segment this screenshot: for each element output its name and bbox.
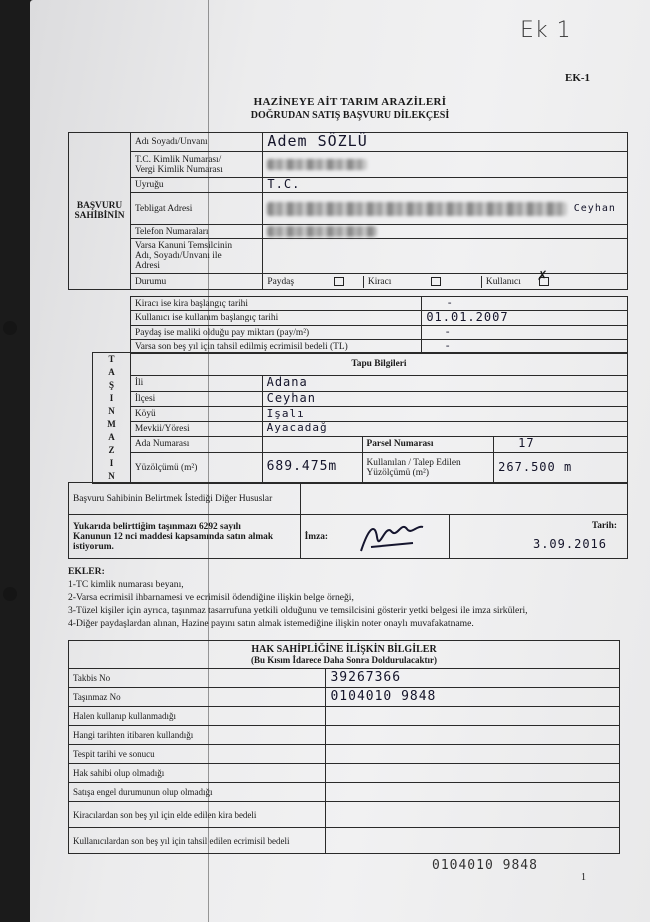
- applicant-section-label: BAŞVURU SAHİBİNİN: [69, 133, 131, 290]
- address-field[interactable]: Ceyhan: [263, 193, 628, 225]
- address-label: Tebligat Adresi: [130, 193, 262, 225]
- locality-field[interactable]: Ayacadağ: [262, 422, 627, 437]
- share-field[interactable]: -: [422, 326, 628, 340]
- section-letter: T: [108, 354, 115, 364]
- rights-row-label: Kiracılardan son beş yıl için elde edilen kira bedeli: [69, 802, 326, 828]
- section-letter: A: [108, 432, 115, 442]
- name-field[interactable]: Adem SÖZLÜ: [263, 133, 628, 152]
- rights-row-value[interactable]: [326, 669, 620, 688]
- page-number: 1: [581, 872, 586, 883]
- area-field[interactable]: 689.475m: [262, 452, 362, 483]
- lease-start-field[interactable]: -: [422, 297, 628, 311]
- rights-row-value[interactable]: [326, 707, 620, 726]
- rights-row-label: Hangi tarihten itibaren kullandığı: [69, 726, 326, 745]
- attachment-item-3: 3-Tüzel kişiler için ayrıca, taşınmaz tasarrufuna yetkili olduğunu ve temsilcisini gösterir yetki belgesi ile imza sirküleri,: [68, 605, 528, 616]
- redacted-phone: [267, 226, 377, 237]
- area-label: Yüzölçümü (m²): [130, 452, 262, 483]
- district-label: İlçesi: [130, 391, 262, 407]
- tc-label: T.C. Kimlik Numarası/ Vergi Kimlik Numarası: [130, 152, 262, 178]
- status-label: Durumu: [130, 274, 262, 290]
- form-title-line1: HAZİNEYE AİT TARIM ARAZİLERİ: [253, 96, 447, 108]
- status-option-kullanici[interactable]: Kullanıcı ✗: [485, 268, 548, 287]
- other-matters-field[interactable]: [300, 483, 627, 515]
- date-value: 3.09.2016: [532, 537, 607, 551]
- fee-label: Varsa son beş yıl için tahsil edilmiş ecrimisil bedeli (TL): [131, 340, 422, 354]
- redacted-address: [267, 202, 567, 216]
- rights-row: [69, 828, 620, 854]
- rights-subtitle: (Bu Kısım İdarece Daha Sonra Doldurulacaktır): [250, 654, 438, 665]
- rights-row-value[interactable]: [326, 764, 620, 783]
- rights-row-label: Takbis No: [69, 669, 326, 688]
- signature-label: İmza:: [304, 531, 329, 542]
- ek-label: EK-1: [565, 72, 591, 84]
- phone-label: Telefon Numaraları: [130, 225, 262, 239]
- rights-row-label: Tespit tarihi ve sonucu: [69, 745, 326, 764]
- status-option-kiraci[interactable]: Kiracı: [363, 276, 481, 288]
- section-letter: N: [108, 471, 115, 481]
- deed-header: Tapu Bilgileri: [130, 353, 627, 376]
- village-field[interactable]: Işalı: [262, 407, 627, 422]
- share-label: Paydaş ise maliki olduğu pay miktarı (pay/m²): [131, 326, 422, 340]
- province-label: İli: [130, 376, 262, 392]
- rights-row-value[interactable]: [326, 828, 620, 854]
- other-matters-label: Başvuru Sahibinin Belirtmek İstediği Diğer Hususlar: [69, 483, 301, 515]
- dates-table: [130, 296, 628, 354]
- checkmark-icon: ✗: [536, 268, 548, 284]
- status-option-paydas[interactable]: Paydaş: [263, 276, 363, 288]
- applicant-table: [68, 132, 628, 290]
- form-title-line2: DOĞRUDAN SATIŞ BAŞVURU DİLEKÇESİ: [250, 110, 450, 121]
- fee-field[interactable]: -: [422, 340, 628, 354]
- village-label: Köyü: [130, 407, 262, 422]
- property-table: [92, 352, 628, 484]
- use-start-field[interactable]: 01.01.2007: [422, 311, 628, 326]
- section-letter: I: [109, 393, 114, 403]
- representative-label: Varsa Kanuni Temsilcinin Adı, Soyadı/Unvanı ile Adresi: [130, 239, 262, 274]
- nationality-label: Uyruğu: [130, 178, 262, 193]
- province-field[interactable]: Adana: [262, 376, 627, 392]
- block-label: Ada Numarası: [130, 436, 262, 452]
- status-options: [263, 268, 628, 290]
- rights-title: HAK SAHİPLİĞİNE İLİŞKİN BİLGİLER: [251, 643, 437, 655]
- name-label: Adı Soyadı/Unvanı: [130, 133, 262, 152]
- handwritten-footer-number: 0104010 9848: [432, 858, 538, 873]
- rights-row-value[interactable]: [326, 726, 620, 745]
- attachment-item-4: 4-Diğer paydaşlardan alınan, Hazine payını satın almak istemediğine ilişkin noter onaylı muvafakatname.: [68, 618, 474, 629]
- rights-row-value-text: 39267366: [330, 670, 402, 685]
- rights-row: [69, 802, 620, 828]
- signature-field[interactable]: [300, 515, 450, 559]
- request-table: [68, 482, 628, 559]
- rights-row-value[interactable]: [326, 802, 620, 828]
- locality-label: Mevkii/Yöresi: [130, 422, 262, 437]
- used-area-field[interactable]: 267.500 m: [494, 452, 628, 483]
- kiraci-checkbox[interactable]: [431, 277, 441, 286]
- kullanici-checkbox[interactable]: [536, 268, 549, 286]
- section-letter: I: [109, 458, 114, 468]
- rights-row-label: Kullanıcılardan son beş yıl için tahsil edilen ecrimisil bedeli: [69, 828, 326, 854]
- rights-row-value-text: 0104010 9848: [330, 689, 437, 704]
- section-letter: A: [108, 367, 115, 377]
- tc-field[interactable]: [263, 152, 628, 178]
- phone-field[interactable]: [263, 225, 628, 239]
- nationality-field[interactable]: T.C.: [263, 178, 628, 193]
- section-letter: N: [108, 406, 115, 416]
- attachment-item-1: 1-TC kimlik numarası beyanı,: [68, 579, 184, 590]
- section-letter: Z: [108, 445, 115, 455]
- date-field[interactable]: [450, 515, 628, 559]
- signature-mark-icon: [351, 517, 441, 557]
- block-field[interactable]: [262, 436, 362, 452]
- rights-row-label: Satışa engel durumunun olup olmadığı: [69, 783, 326, 802]
- rights-row-label: Halen kullanıp kullanmadığı: [69, 707, 326, 726]
- rights-row-value[interactable]: [326, 688, 620, 707]
- rights-row: [69, 745, 620, 764]
- punch-hole-bottom: [3, 587, 17, 601]
- attachments-section: [68, 565, 628, 630]
- rights-table: [68, 640, 620, 854]
- paydas-checkbox[interactable]: [334, 277, 344, 286]
- handwritten-ek-label: Ek 1: [520, 18, 572, 43]
- rights-row: [69, 726, 620, 745]
- parcel-field[interactable]: 17: [494, 436, 628, 452]
- representative-field[interactable]: [263, 239, 628, 274]
- lease-start-label: Kiracı ise kira başlangıç tarihi: [131, 297, 422, 311]
- punch-hole-top: [3, 321, 17, 335]
- rights-row-label: Hak sahibi olup olmadığı: [69, 764, 326, 783]
- property-section-label: [93, 353, 131, 484]
- district-field[interactable]: Ceyhan: [262, 391, 627, 407]
- use-start-label: Kullanıcı ise kullanım başlangıç tarihi: [131, 311, 422, 326]
- date-label: Tarih:: [591, 521, 617, 531]
- section-letter: Ş: [108, 380, 114, 390]
- request-text: Yukarıda belirttiğim taşınmazı 6292 sayılı Kanunun 12 nci maddesi kapsamında satın almak istiyorum.: [69, 515, 301, 559]
- rights-row-label: Taşınmaz No: [69, 688, 326, 707]
- section-letter: M: [107, 419, 116, 429]
- rights-row: [69, 669, 620, 688]
- rights-row-value[interactable]: [326, 783, 620, 802]
- used-area-label: Kullanılan / Talep Edilen Yüzölçümü (m²): [362, 452, 494, 483]
- rights-row: [69, 707, 620, 726]
- parcel-label: Parsel Numarası: [362, 436, 494, 452]
- paper-sheet: [30, 0, 650, 922]
- redacted-tc: [267, 159, 367, 170]
- rights-row: [69, 783, 620, 802]
- rights-row: [69, 688, 620, 707]
- rights-row: [69, 764, 620, 783]
- attachments-heading: EKLER:: [68, 566, 105, 577]
- attachment-item-2: 2-Varsa ecrimisil ihbarnamesi ve ecrimisil ödendiğine ilişkin belge örneği,: [68, 592, 354, 603]
- rights-header: [69, 641, 620, 669]
- rights-row-value[interactable]: [326, 745, 620, 764]
